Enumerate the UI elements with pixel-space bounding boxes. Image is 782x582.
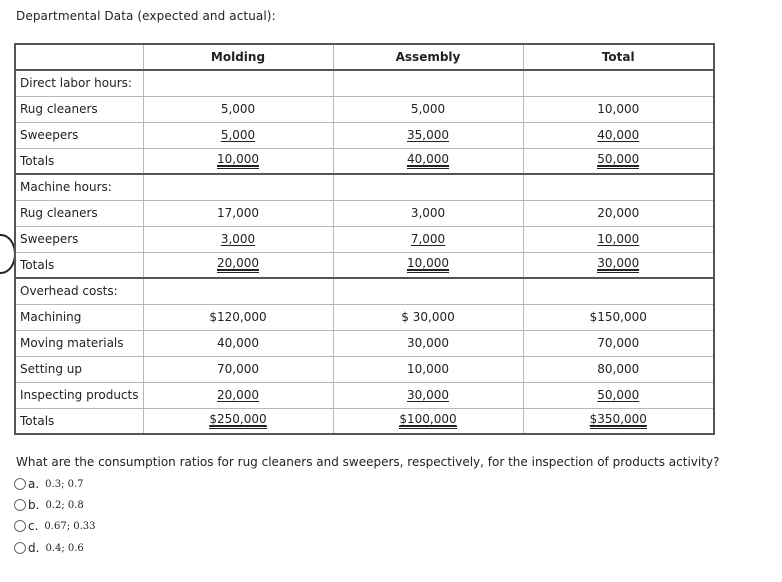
value-cell — [523, 356, 714, 382]
cell-value: $ 30,000 — [401, 310, 455, 324]
column-header: Assembly — [333, 44, 523, 70]
value-cell — [143, 226, 333, 252]
table-row — [15, 304, 714, 330]
cell-value: $120,000 — [209, 310, 267, 324]
empty-cell — [143, 70, 333, 96]
row-label: Rug cleaners — [15, 200, 143, 226]
table-row — [15, 382, 714, 408]
value-cell — [143, 252, 333, 278]
table-row — [15, 252, 714, 278]
cell-value: 50,000 — [597, 388, 640, 402]
value-cell — [333, 408, 523, 434]
cell-value: 30,000 — [407, 336, 449, 350]
section-title: Direct labor hours: — [15, 70, 143, 96]
row-label: Totals — [15, 148, 143, 174]
empty-cell — [523, 278, 714, 304]
value-cell — [333, 382, 523, 408]
empty-cell — [143, 278, 333, 304]
value-cell — [143, 330, 333, 356]
departmental-data-table — [14, 43, 715, 435]
column-header: Total — [523, 44, 714, 70]
value-cell — [143, 382, 333, 408]
table-row — [15, 96, 714, 122]
cell-value: 10,000 — [407, 362, 449, 376]
row-label: Totals — [15, 408, 143, 434]
value-cell — [523, 408, 714, 434]
section-title-row — [15, 278, 714, 304]
cell-value: 50,000 — [597, 153, 639, 169]
table-header-row — [15, 44, 714, 70]
value-cell — [333, 356, 523, 382]
section-title-row — [15, 70, 714, 96]
answer-option[interactable] — [14, 497, 84, 513]
row-label: Totals — [15, 252, 143, 278]
cell-value: 17,000 — [217, 206, 259, 220]
value-cell — [143, 356, 333, 382]
value-cell — [143, 148, 333, 174]
value-cell — [143, 304, 333, 330]
table-row — [15, 330, 714, 356]
header-blank — [15, 44, 143, 70]
value-cell — [523, 252, 714, 278]
value-cell — [333, 330, 523, 356]
cell-value: 7,000 — [410, 232, 446, 246]
value-cell — [523, 382, 714, 408]
value-cell — [523, 226, 714, 252]
option-text: 0.67; 0.33 — [44, 520, 96, 532]
cell-value: 30,000 — [407, 388, 449, 402]
answer-option[interactable] — [14, 518, 96, 534]
cell-value: 40,000 — [407, 153, 449, 169]
row-label: Moving materials — [15, 330, 143, 356]
page-heading: Departmental Data (expected and actual): — [16, 9, 276, 23]
table-row — [15, 148, 714, 174]
value-cell — [333, 252, 523, 278]
value-cell — [143, 408, 333, 434]
table-row — [15, 408, 714, 434]
radio-button[interactable] — [14, 499, 26, 511]
empty-cell — [143, 174, 333, 200]
row-label: Sweepers — [15, 226, 143, 252]
cell-value: $250,000 — [209, 413, 266, 429]
row-label: Inspecting products — [15, 382, 143, 408]
cell-value: 70,000 — [217, 362, 259, 376]
value-cell — [523, 122, 714, 148]
radio-button[interactable] — [14, 542, 26, 554]
cell-value: 20,000 — [217, 388, 259, 402]
option-letter: a. — [28, 477, 40, 491]
value-cell — [333, 200, 523, 226]
cell-value: 5,000 — [220, 128, 256, 142]
section-title-row — [15, 174, 714, 200]
cell-value: 3,000 — [410, 206, 446, 220]
cell-value: 35,000 — [407, 128, 449, 142]
cell-value: 5,000 — [410, 102, 446, 116]
value-cell — [333, 122, 523, 148]
value-cell — [143, 96, 333, 122]
option-letter: b. — [28, 498, 40, 512]
table-row — [15, 226, 714, 252]
option-letter: c. — [28, 519, 39, 533]
question-text: What are the consumption ratios for rug cleaners and sweepers, respectively, for the inspection of products activity? — [16, 455, 720, 469]
option-letter: d. — [28, 541, 40, 555]
value-cell — [143, 122, 333, 148]
cell-value: 10,000 — [217, 153, 259, 169]
empty-cell — [333, 174, 523, 200]
cell-value: 10,000 — [407, 257, 449, 273]
value-cell — [333, 304, 523, 330]
table-row — [15, 356, 714, 382]
row-label: Machining — [15, 304, 143, 330]
answer-option[interactable] — [14, 476, 84, 492]
option-text: 0.4; 0.6 — [45, 542, 84, 554]
cell-value: 70,000 — [597, 336, 640, 350]
option-text: 0.3; 0.7 — [45, 478, 84, 490]
value-cell — [333, 226, 523, 252]
empty-cell — [333, 70, 523, 96]
empty-cell — [333, 278, 523, 304]
empty-cell — [523, 70, 714, 96]
row-label: Sweepers — [15, 122, 143, 148]
row-label: Rug cleaners — [15, 96, 143, 122]
value-cell — [333, 96, 523, 122]
cell-value: 80,000 — [597, 362, 640, 376]
radio-button[interactable] — [14, 478, 26, 490]
value-cell — [523, 96, 714, 122]
cell-value: 20,000 — [217, 257, 259, 273]
column-header: Molding — [143, 44, 333, 70]
cell-value: 10,000 — [597, 102, 640, 116]
cell-value: 30,000 — [597, 257, 639, 273]
radio-button[interactable] — [14, 520, 26, 532]
cell-value: $150,000 — [589, 310, 647, 324]
cell-value: $350,000 — [590, 413, 647, 429]
cell-value: 40,000 — [597, 128, 640, 142]
cell-value: 10,000 — [597, 232, 640, 246]
value-cell — [333, 148, 523, 174]
value-cell — [523, 304, 714, 330]
cell-value: $100,000 — [399, 413, 456, 429]
row-label: Setting up — [15, 356, 143, 382]
value-cell — [143, 200, 333, 226]
option-text: 0.2; 0.8 — [45, 499, 84, 511]
value-cell — [523, 330, 714, 356]
cell-value: 40,000 — [217, 336, 259, 350]
value-cell — [523, 148, 714, 174]
value-cell — [523, 200, 714, 226]
cell-value: 20,000 — [597, 206, 640, 220]
cell-value: 5,000 — [220, 102, 256, 116]
table-row — [15, 122, 714, 148]
answer-option[interactable] — [14, 540, 84, 556]
section-title: Machine hours: — [15, 174, 143, 200]
empty-cell — [523, 174, 714, 200]
section-title: Overhead costs: — [15, 278, 143, 304]
table-row — [15, 200, 714, 226]
cell-value: 3,000 — [220, 232, 256, 246]
